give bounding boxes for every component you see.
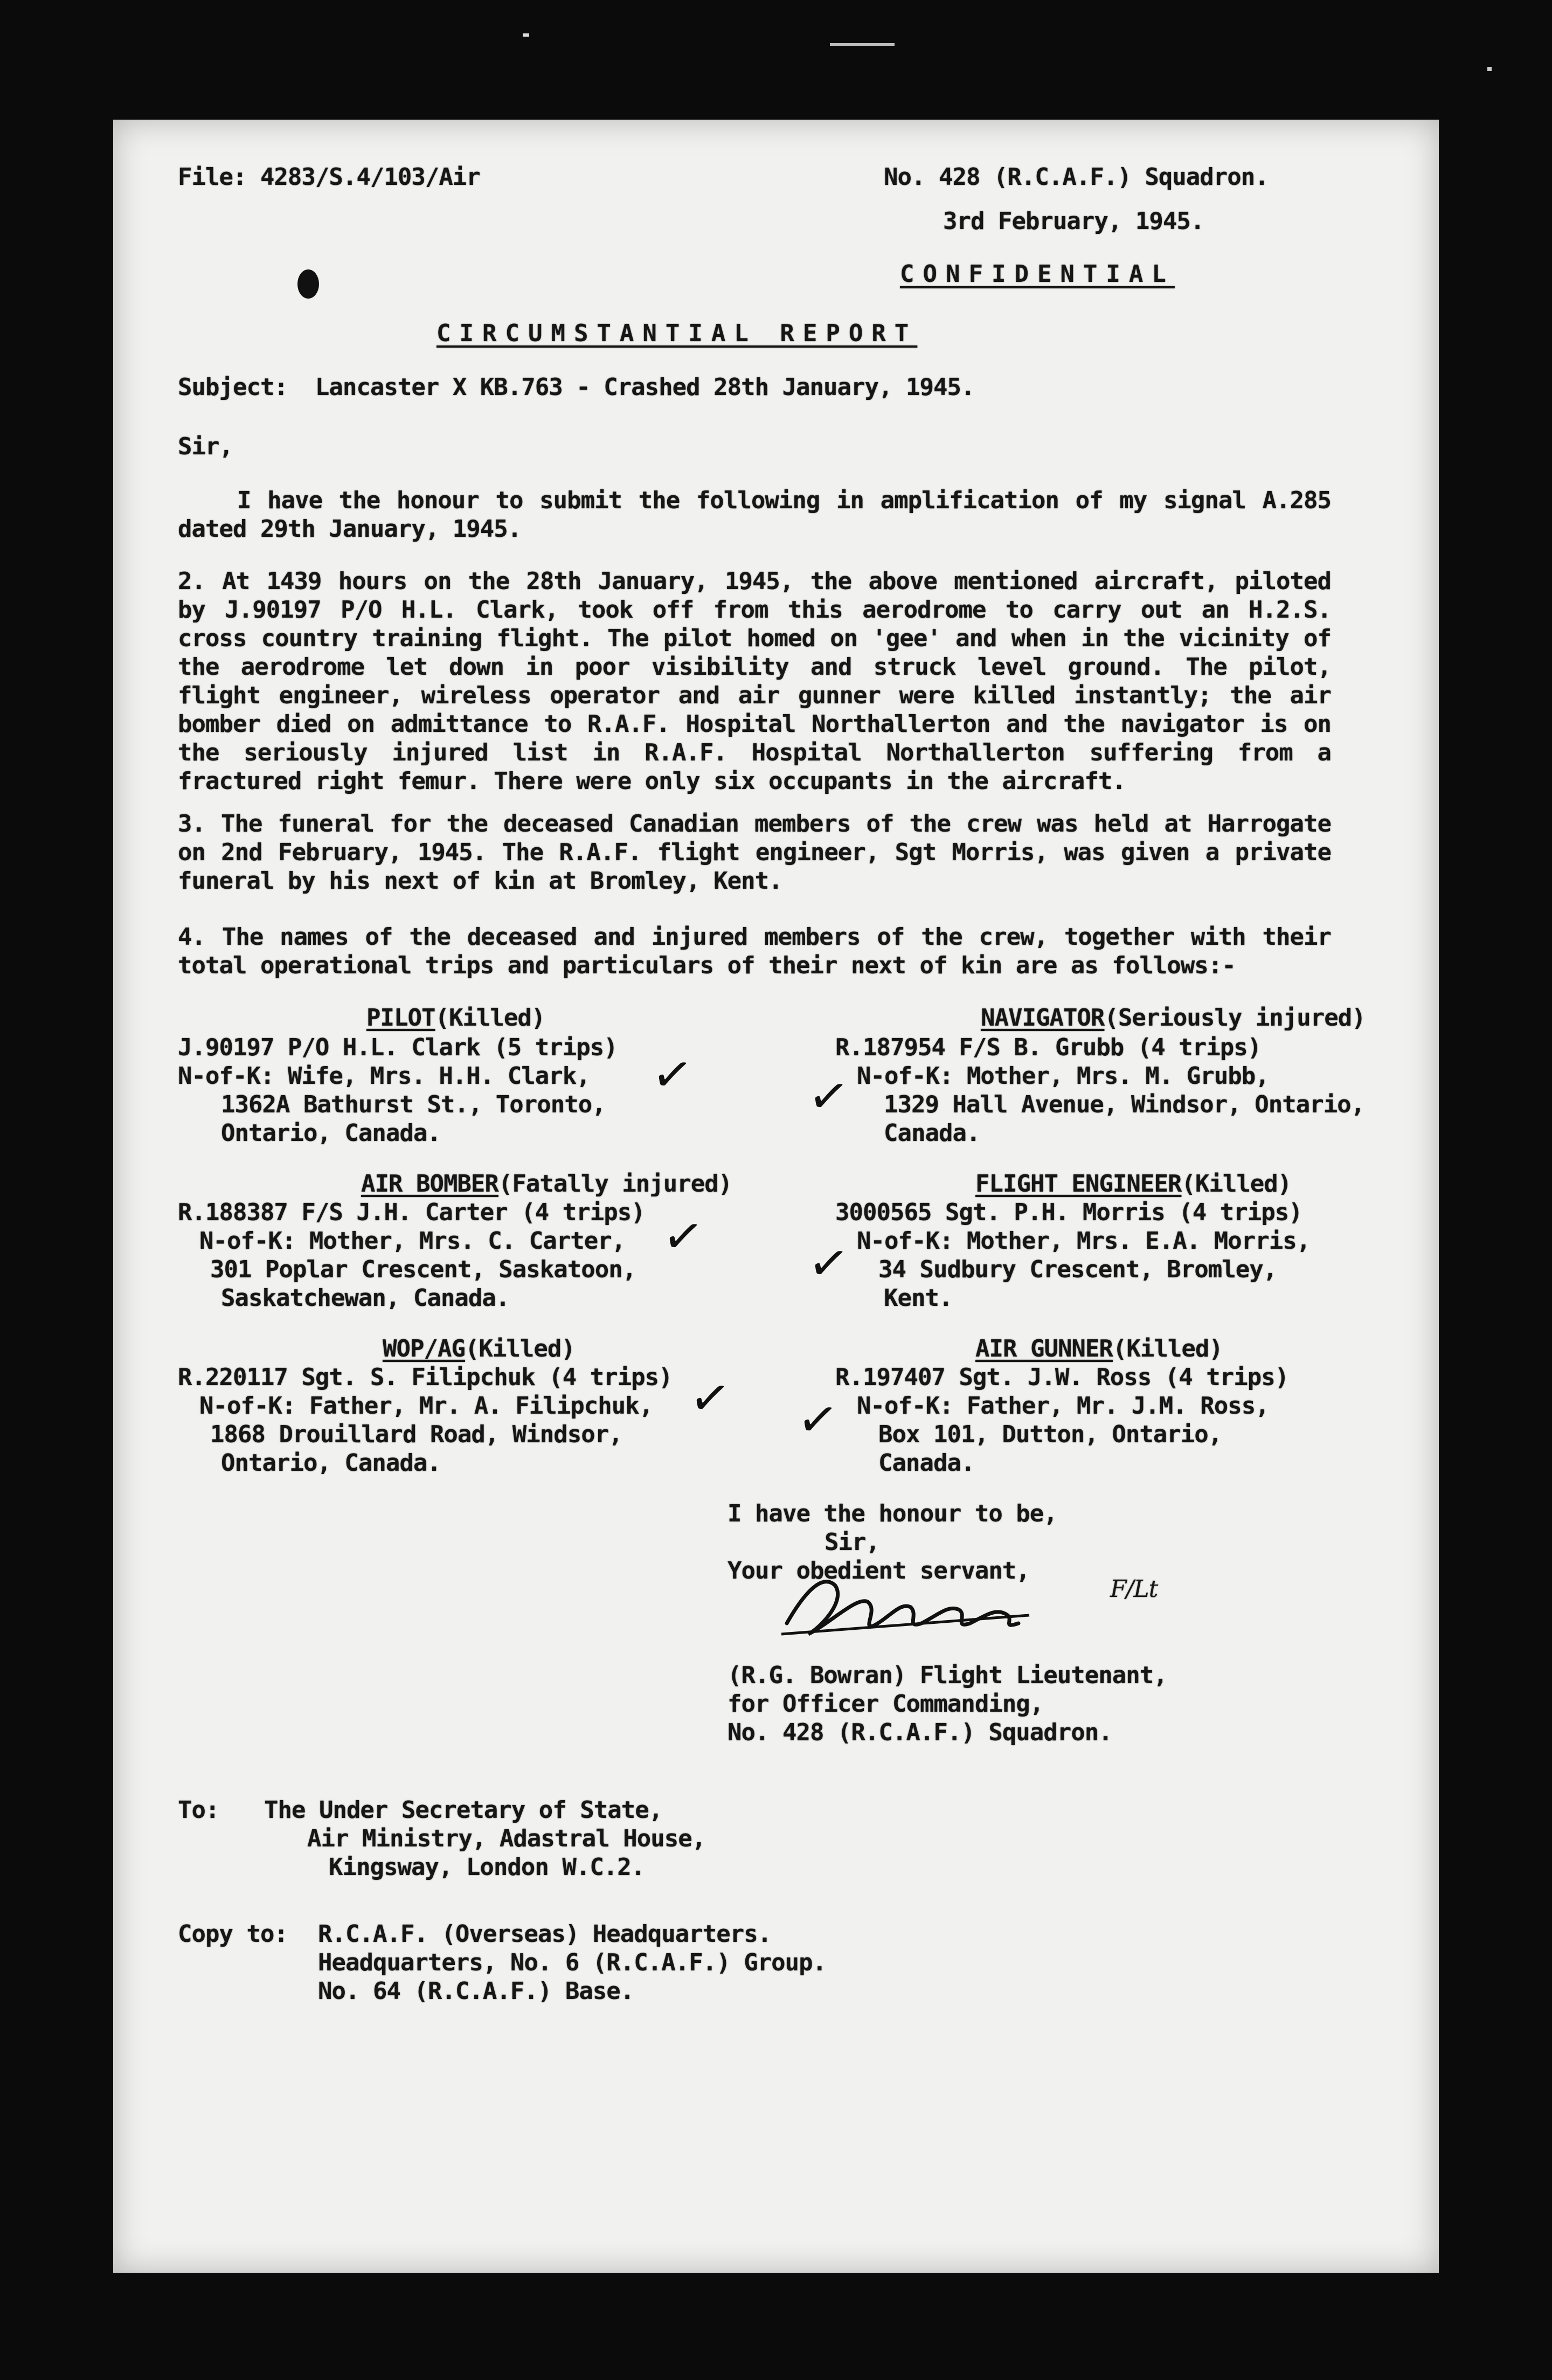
addressee-label: To: xyxy=(178,1796,219,1824)
classification-stamp: CONFIDENTIAL xyxy=(900,260,1175,288)
closing-line: I have the honour to be, xyxy=(728,1500,1057,1527)
crew-address-line: Box 101, Dutton, Ontario, xyxy=(878,1421,1222,1448)
crew-role-heading: NAVIGATOR(Seriously injured) xyxy=(981,1004,1366,1032)
squadron-header: No. 428 (R.C.A.F.) Squadron. xyxy=(884,163,1269,191)
addressee-line: Air Ministry, Adastral House, xyxy=(307,1825,706,1852)
crew-address-line: 34 Sudbury Crescent, Bromley, xyxy=(878,1256,1277,1283)
copy-to-line: No. 64 (R.C.A.F.) Base. xyxy=(318,1977,634,2005)
crew-service-line: R.197407 Sgt. J.W. Ross (4 trips) xyxy=(835,1364,1289,1391)
crew-nok-line: N-of-K: Father, Mr. J.M. Ross, xyxy=(857,1392,1269,1420)
crew-role-heading: PILOT(Killed) xyxy=(366,1004,545,1032)
document-title: CIRCUMSTANTIAL REPORT xyxy=(436,320,918,347)
crew-address-line: 301 Poplar Crescent, Saskatoon, xyxy=(210,1256,636,1283)
signatory-unit: No. 428 (R.C.A.F.) Squadron. xyxy=(728,1719,1112,1746)
punch-hole xyxy=(297,269,319,299)
copy-to-line: Headquarters, No. 6 (R.C.A.F.) Group. xyxy=(318,1949,827,1976)
crew-service-line: 3000565 Sgt. P.H. Morris (4 trips) xyxy=(835,1199,1302,1226)
copy-to-label: Copy to: xyxy=(178,1920,288,1948)
crew-address-line: Canada. xyxy=(878,1449,975,1477)
addressee-line: The Under Secretary of State, xyxy=(264,1796,663,1824)
check-mark-icon: ✓ xyxy=(659,1206,708,1268)
crew-role-heading: AIR BOMBER(Fatally injured) xyxy=(361,1170,732,1198)
document-page xyxy=(113,120,1439,2273)
crew-address-line: 1868 Drouillard Road, Windsor, xyxy=(210,1421,622,1448)
crew-nok-line: N-of-K: Father, Mr. A. Filipchuk, xyxy=(199,1392,653,1420)
signature-rank: F/Lt xyxy=(1110,1575,1158,1603)
closing-servant: Your obedient servant, xyxy=(728,1557,1030,1585)
crew-address-line: Kent. xyxy=(884,1284,953,1312)
check-mark-icon: ✓ xyxy=(686,1367,735,1429)
copy-to-line: R.C.A.F. (Overseas) Headquarters. xyxy=(318,1920,772,1948)
crew-address-line: 1362A Bathurst St., Toronto, xyxy=(221,1091,606,1118)
crew-nok-line: N-of-K: Wife, Mrs. H.H. Clark, xyxy=(178,1062,590,1090)
signatory-for: for Officer Commanding, xyxy=(728,1690,1044,1718)
handwritten-signature xyxy=(776,1564,1078,1650)
subject-line: Subject: Lancaster X KB.763 - Crashed 28th January, 1945. xyxy=(178,373,975,401)
paragraph-1: I have the honour to submit the following in amplification of my signal A.285 dated 29th January, 1945. xyxy=(178,487,1331,543)
check-mark-icon: ✓ xyxy=(648,1044,697,1106)
crew-role-heading: WOP/AG(Killed) xyxy=(383,1335,575,1362)
check-mark-icon: ✓ xyxy=(805,1233,853,1295)
crew-role-heading: AIR GUNNER(Killed) xyxy=(975,1335,1223,1362)
crew-address-line: Canada. xyxy=(884,1119,980,1147)
crew-address-line: Saskatchewan, Canada. xyxy=(221,1284,510,1312)
film-specks xyxy=(0,0,1552,75)
addressee-line: Kingsway, London W.C.2. xyxy=(329,1853,645,1881)
file-reference: File: 4283/S.4/103/Air xyxy=(178,163,480,191)
crew-service-line: R.188387 F/S J.H. Carter (4 trips) xyxy=(178,1199,645,1226)
paragraph-3: 3. The funeral for the deceased Canadian members of the crew was held at Harrogate on 2nd February, 1945. The R.A.F. flight engineer, Sgt Morris, was given a private funeral by his next of kin at Bromley, Kent. xyxy=(178,810,1331,895)
check-mark-icon: ✓ xyxy=(794,1389,842,1451)
crew-role-heading: FLIGHT ENGINEER(Killed) xyxy=(975,1170,1292,1198)
closing-sir: Sir, xyxy=(824,1528,879,1556)
salutation: Sir, xyxy=(178,433,233,460)
crew-service-line: R.220117 Sgt. S. Filipchuk (4 trips) xyxy=(178,1364,673,1391)
crew-nok-line: N-of-K: Mother, Mrs. E.A. Morris, xyxy=(857,1227,1311,1255)
paragraph-2: 2. At 1439 hours on the 28th January, 1945, the above mentioned aircraft, piloted by J.90197 P/O H.L. Clark, took off from this aerodrome to carry out an H.2.S. cross country training flight. The pilot homed on 'gee' and when in the vicinity of the aerodrome let down in poor visibility and struck level ground. The pilot, flight engineer, wireless operator and air gunner were killed instantly; the air bomber died on admittance to R.A.F. Hospital Northallerton and the navigator is on the seriously injured list in R.A.F. Hospital Northallerton suffering from a fractured right femur. There were only six occupants in the aircraft. xyxy=(178,568,1331,795)
crew-service-line: R.187954 F/S B. Grubb (4 trips) xyxy=(835,1034,1262,1061)
crew-nok-line: N-of-K: Mother, Mrs. M. Grubb, xyxy=(857,1062,1269,1090)
signatory-name: (R.G. Bowran) Flight Lieutenant, xyxy=(728,1662,1167,1689)
crew-nok-line: N-of-K: Mother, Mrs. C. Carter, xyxy=(199,1227,626,1255)
crew-address-line: Ontario, Canada. xyxy=(221,1119,441,1147)
crew-service-line: J.90197 P/O H.L. Clark (5 trips) xyxy=(178,1034,618,1061)
document-date: 3rd February, 1945. xyxy=(943,207,1204,235)
check-mark-icon: ✓ xyxy=(805,1066,853,1127)
crew-address-line: 1329 Hall Avenue, Windsor, Ontario, xyxy=(884,1091,1365,1118)
paragraph-4: 4. The names of the deceased and injured members of the crew, together with their total operational trips and particulars of their next of kin are as follows:- xyxy=(178,923,1331,979)
crew-address-line: Ontario, Canada. xyxy=(221,1449,441,1477)
